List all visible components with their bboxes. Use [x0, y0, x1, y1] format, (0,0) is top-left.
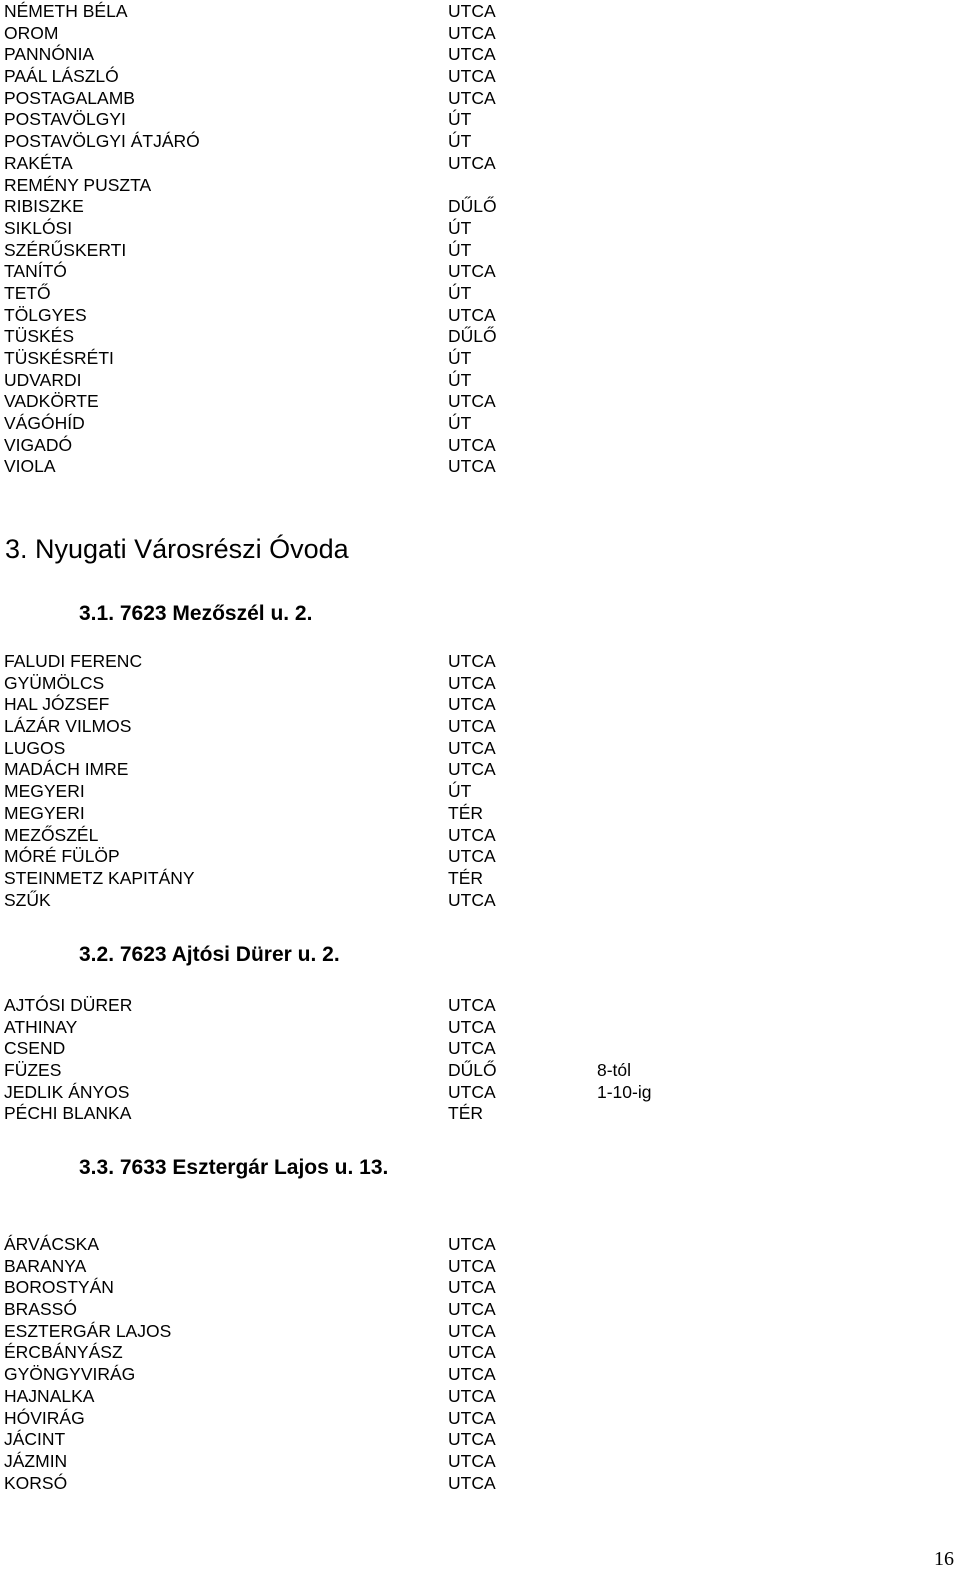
street-type: DŰLŐ: [448, 326, 497, 347]
street-type: DŰLŐ: [448, 196, 497, 217]
street-name: PANNÓNIA: [4, 44, 95, 65]
street-type: TÉR: [448, 867, 483, 888]
street-name: HAL JÓZSEF: [4, 694, 110, 715]
street-name: PÉCHI BLANKA: [4, 1103, 132, 1124]
street-type: ÚT: [448, 131, 472, 152]
street-type: UTCA: [448, 304, 496, 325]
street-name: TETŐ: [4, 282, 51, 303]
street-name: SIKLÓSI: [4, 217, 73, 238]
street-name: ÉRCBÁNYÁSZ: [4, 1342, 123, 1363]
street-type: UTCA: [448, 1342, 496, 1363]
street-type: UTCA: [448, 44, 496, 65]
street-name: VIGADÓ: [4, 434, 73, 455]
subsection-heading-3-2: 3.2. 7623 Ajtósi Dürer u. 2.: [79, 943, 340, 966]
street-name: AJTÓSI DÜRER: [4, 995, 133, 1015]
house-number-range: 8-tól: [597, 1060, 632, 1081]
street-type: ÚT: [448, 369, 472, 390]
street-name: LÁZÁR VILMOS: [4, 716, 132, 737]
house-number-range: 1-10-ig: [597, 1081, 652, 1102]
street-type: UTCA: [448, 824, 496, 845]
street-name: REMÉNY PUSZTA: [4, 174, 152, 195]
street-name: JEDLIK ÁNYOS: [4, 1081, 130, 1102]
street-name: POSTAGALAMB: [4, 87, 135, 108]
section-heading-3: 3. Nyugati Városrészi Óvoda: [5, 534, 349, 564]
street-name: LUGOS: [4, 737, 66, 758]
subsection-heading-3-3: 3.3. 7633 Esztergár Lajos u. 13.: [79, 1156, 389, 1179]
street-name: GYÜMÖLCS: [4, 672, 105, 693]
street-name: VADKÖRTE: [4, 391, 99, 412]
street-type: UTCA: [448, 889, 496, 910]
street-name: UDVARDI: [4, 369, 82, 390]
street-name: RIBISZKE: [4, 196, 84, 217]
street-type: ÚT: [448, 239, 472, 260]
street-type: ÚT: [448, 282, 472, 303]
street-name: KORSÓ: [4, 1472, 68, 1493]
street-type: UTCA: [448, 87, 496, 108]
street-name: MEGYERI: [4, 802, 85, 823]
street-name: TÜSKÉS: [4, 326, 75, 347]
street-name: ESZTERGÁR LAJOS: [4, 1320, 172, 1341]
street-type: UTCA: [448, 1364, 496, 1385]
street-name: POSTAVÖLGYI: [4, 109, 126, 130]
street-type: ÚT: [448, 781, 472, 802]
street-type: UTCA: [448, 1, 496, 21]
street-type: UTCA: [448, 1450, 496, 1471]
street-name: NÉMETH BÉLA: [4, 1, 128, 21]
street-name: JÁCINT: [4, 1429, 66, 1450]
street-name: MÓRÉ FÜLÖP: [4, 846, 120, 867]
street-type: UTCA: [448, 846, 496, 867]
street-name: BARANYA: [4, 1255, 87, 1276]
street-name: POSTAVÖLGYI ÁTJÁRÓ: [4, 131, 200, 152]
street-name: JÁZMIN: [4, 1450, 68, 1471]
street-type: UTCA: [448, 456, 496, 477]
street-type: UTCA: [448, 737, 496, 758]
street-type: UTCA: [448, 1255, 496, 1276]
street-type: UTCA: [448, 152, 496, 173]
street-name: OROM: [4, 22, 59, 43]
street-type: UTCA: [448, 1429, 496, 1450]
street-type: UTCA: [448, 716, 496, 737]
street-type: UTCA: [448, 1472, 496, 1493]
street-name: VIOLA: [4, 456, 56, 477]
street-name: BOROSTYÁN: [4, 1277, 114, 1298]
street-name: CSEND: [4, 1038, 66, 1059]
street-type: UTCA: [448, 1038, 496, 1059]
street-type: ÚT: [448, 109, 472, 130]
street-name: TÜSKÉSRÉTI: [4, 348, 114, 368]
street-name: VÁGÓHÍD: [4, 413, 85, 434]
subsection-heading-3-1: 3.1. 7623 Mezőszél u. 2.: [79, 602, 313, 625]
street-type: ÚT: [448, 348, 472, 368]
street-name: MEZŐSZÉL: [4, 824, 99, 845]
street-name: SZŰK: [4, 889, 51, 910]
street-name: FÜZES: [4, 1060, 62, 1081]
street-type: UTCA: [448, 759, 496, 780]
street-name: RAKÉTA: [4, 152, 73, 173]
street-name: SZÉRŰSKERTI: [4, 239, 127, 260]
page-number: 16: [934, 1548, 954, 1570]
street-type: UTCA: [448, 1320, 496, 1341]
street-type: UTCA: [448, 995, 496, 1015]
street-name: BRASSÓ: [4, 1299, 77, 1320]
street-name: MADÁCH IMRE: [4, 759, 129, 780]
street-type: UTCA: [448, 1081, 496, 1102]
street-type: UTCA: [448, 1016, 496, 1037]
street-type: UTCA: [448, 434, 496, 455]
street-type: ÚT: [448, 217, 472, 238]
street-name: GYÖNGYVIRÁG: [4, 1364, 136, 1385]
street-type: TÉR: [448, 1103, 483, 1124]
street-name: ATHINAY: [4, 1016, 78, 1037]
street-name: HAJNALKA: [4, 1385, 95, 1406]
street-type: UTCA: [448, 651, 496, 671]
street-type: TÉR: [448, 802, 483, 823]
street-type: UTCA: [448, 1299, 496, 1320]
street-type: UTCA: [448, 1234, 496, 1254]
street-type: UTCA: [448, 1407, 496, 1428]
street-type: UTCA: [448, 391, 496, 412]
street-type: UTCA: [448, 1277, 496, 1298]
street-name: TANÍTÓ: [4, 261, 67, 282]
street-type: DŰLŐ: [448, 1060, 497, 1081]
street-name: ÁRVÁCSKA: [4, 1234, 99, 1254]
street-type: UTCA: [448, 66, 496, 87]
street-type: UTCA: [448, 672, 496, 693]
street-type: UTCA: [448, 261, 496, 282]
street-name: HÓVIRÁG: [4, 1407, 85, 1428]
street-name: MEGYERI: [4, 781, 85, 802]
street-name: FALUDI FERENC: [4, 651, 143, 671]
street-type: UTCA: [448, 22, 496, 43]
street-type: ÚT: [448, 413, 472, 434]
street-name: PAÁL LÁSZLÓ: [4, 66, 119, 87]
street-name: STEINMETZ KAPITÁNY: [4, 867, 195, 888]
street-type: UTCA: [448, 694, 496, 715]
street-name: TÖLGYES: [4, 304, 87, 325]
street-type: UTCA: [448, 1385, 496, 1406]
